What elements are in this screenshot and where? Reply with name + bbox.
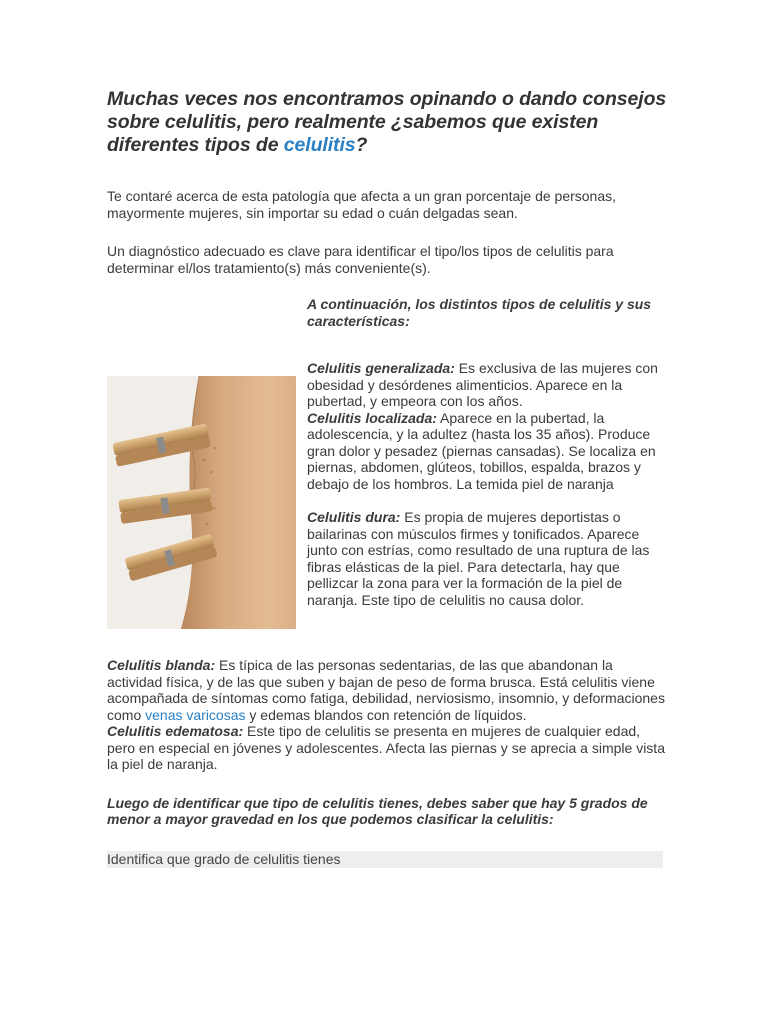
- title-end: ?: [355, 134, 368, 156]
- type-dura-label: Celulitis dura:: [307, 509, 401, 525]
- type-generalizada-label: Celulitis generalizada:: [307, 360, 455, 376]
- venas-varicosas-link[interactable]: venas varicosas: [145, 706, 246, 723]
- title-text: Muchas veces nos encontramos opinando o dando consejos sobre celulitis, pero realmente ¿sabemos que existen diferentes tipos de: [107, 88, 667, 156]
- article: [107, 88, 667, 868]
- type-localizada-text: Aparece en la pubertad, la adolescencia, y la adultez (hasta los 35 años). Produce gran dolor y pesadez (piernas cansadas). Se localiza en piernas, abdomen, glúteos, tobillos, espalda, brazos y debajo de los hombros. La temida piel de naranja: [307, 409, 656, 492]
- type-generalizada-text: Es exclusiva de las mujeres con obesidad y desórdenes alimenticios. Aparece en la pubertad, y empeora con los años.: [307, 360, 658, 409]
- page-title: [107, 88, 667, 157]
- celulitis-link[interactable]: celulitis: [283, 134, 356, 156]
- intro-paragraph: Te contaré acerca de esta patología que afecta a un gran porcentaje de personas, mayormente mujeres, sin importar su edad o cuán delgadas sean.: [107, 188, 617, 221]
- type-edematosa-label: Celulitis edematosa:: [107, 723, 244, 739]
- type-blanda-text: Es típica de las personas sedentarias, de las que abandonan la actividad física, y de las que suben y bajan de peso de forma brusca. Está celulitis viene acompañada de síntomas como fatiga, debilidad, nerviosismo, insomnio, y deformaciones como: [107, 657, 665, 723]
- grades-intro: Luego de identificar que tipo de celulitis tienes, debes saber que hay 5 grados de menor a mayor gravedad en los que podemos clasificar la celulitis:: [107, 794, 648, 827]
- type-edematosa-text: Este tipo de celulitis se presenta en mujeres de cualquier edad, pero en especial en jóvenes y adolescentes. Afecta las piernas y se aprecia a simple vista la piel de naranja.: [107, 723, 665, 772]
- type-blanda-label: Celulitis blanda:: [107, 657, 216, 673]
- type-edematosa: [107, 723, 667, 773]
- type-localizada-label: Celulitis localizada:: [307, 409, 437, 426]
- skin-clothespins-image: [107, 376, 296, 629]
- diagnosis-paragraph: Un diagnóstico adecuado es clave para identificar el tipo/los tipos de celulitis para determinar el/los tratamiento(s) más conveniente(s).: [107, 243, 614, 276]
- types-block: [107, 360, 667, 633]
- types-lead: A continuación, los distintos tipos de celulitis y sus características:: [307, 296, 652, 329]
- grade-section-heading: Identifica que grado de celulitis tienes: [107, 851, 663, 868]
- type-dura-text: Es propia de mujeres deportistas o bailarinas con músculos firmes y tonificados. Aparece junto con estrías, como resultado de una ruptura de las fibras elásticas de la piel. Para detectarla, hay que pellizcar la zona para ver la formación de la piel de naranja. Este tipo de celulitis no causa dolor.: [307, 509, 650, 608]
- type-blanda-text-end: y edemas blandos con retención de líquidos.: [245, 706, 527, 723]
- type-blanda: [107, 657, 667, 723]
